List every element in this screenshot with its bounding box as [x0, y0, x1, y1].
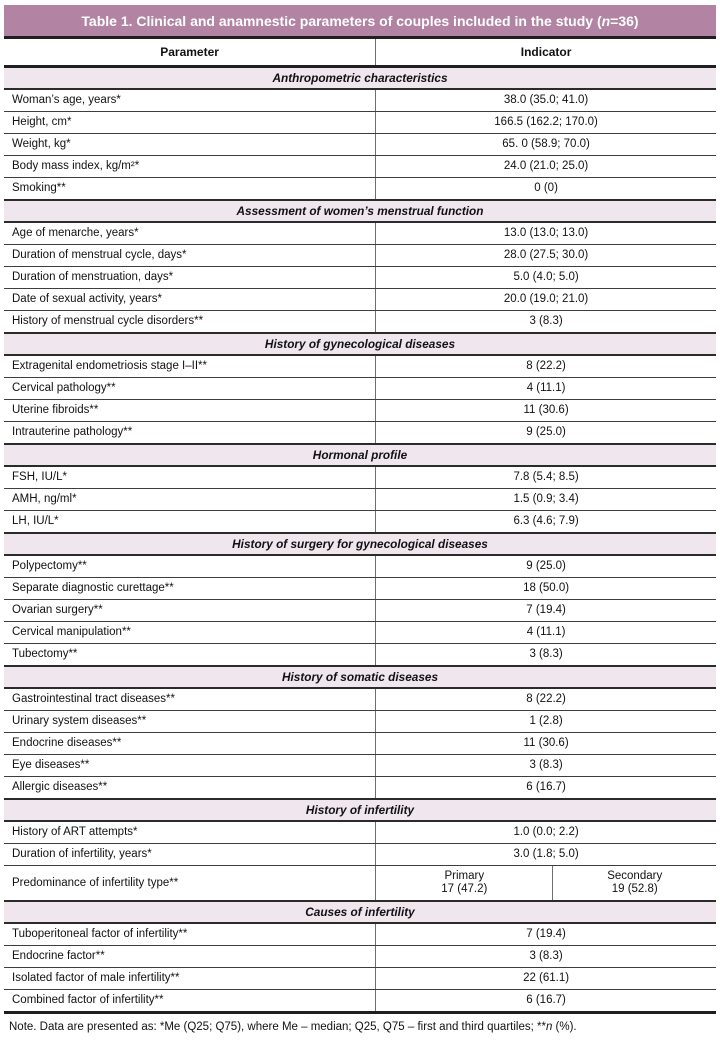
column-header-row: [4, 39, 716, 67]
table-row: [4, 355, 716, 378]
parameters-table: [4, 39, 716, 1011]
indicator-cell: 7.8 (5.4; 8.5): [376, 466, 716, 489]
indicator-cell: 65. 0 (58.9; 70.0): [376, 134, 716, 156]
indicator-cell: 9 (25.0): [376, 555, 716, 578]
parameter-cell: Predominance of infertility type**: [4, 866, 376, 902]
section-header-label: Anthropometric characteristics: [4, 67, 716, 90]
table-title: [4, 5, 716, 39]
indicator-cell: 38.0 (35.0; 41.0): [376, 89, 716, 112]
table-row: [4, 378, 716, 400]
infertility-type-secondary-value: 19 (52.8): [611, 883, 658, 895]
parameter-cell: Smoking**: [4, 178, 376, 201]
table-row: [4, 644, 716, 667]
table-row: [4, 600, 716, 622]
table-row: [4, 688, 716, 711]
table-row: [4, 311, 716, 334]
table-row: [4, 511, 716, 534]
table-title-suffix: =36): [610, 13, 639, 29]
table-row: [4, 400, 716, 422]
infertility-type-primary-label: Primary: [444, 870, 485, 882]
indicator-cell-secondary: [553, 866, 716, 902]
infertility-type-secondary-label: Secondary: [607, 870, 663, 882]
parameter-cell: Urinary system diseases**: [4, 711, 376, 733]
table-row: [4, 821, 716, 844]
parameter-cell: Polypectomy**: [4, 555, 376, 578]
note-italic-n: n: [545, 1021, 553, 1033]
indicator-cell: 3 (8.3): [376, 755, 716, 777]
indicator-cell: 20.0 (19.0; 21.0): [376, 289, 716, 311]
parameter-cell: Extragenital endometriosis stage I–II**: [4, 355, 376, 378]
table-row: [4, 134, 716, 156]
parameter-cell: FSH, IU/L*: [4, 466, 376, 489]
parameter-cell: Tuboperitoneal factor of infertility**: [4, 923, 376, 946]
table-row: [4, 777, 716, 800]
indicator-cell: 7 (19.4): [376, 923, 716, 946]
section-header-row: [4, 333, 716, 355]
parameter-cell: Intrauterine pathology**: [4, 422, 376, 445]
table-note: [4, 1011, 716, 1038]
table-row: [4, 267, 716, 289]
indicator-cell: 3.0 (1.8; 5.0): [376, 844, 716, 866]
section-header-label: Hormonal profile: [4, 444, 716, 466]
indicator-cell: 1.0 (0.0; 2.2): [376, 821, 716, 844]
parameter-cell: Woman’s age, years*: [4, 89, 376, 112]
table-row: [4, 289, 716, 311]
indicator-cell: 3 (8.3): [376, 311, 716, 334]
indicator-cell: 1 (2.8): [376, 711, 716, 733]
table-row-predominance: [4, 866, 716, 902]
parameter-cell: Allergic diseases**: [4, 777, 376, 800]
table-title-italic-n: n: [601, 13, 611, 29]
section-header-row: [4, 200, 716, 222]
indicator-cell: 3 (8.3): [376, 644, 716, 667]
section-header-row: [4, 67, 716, 90]
parameter-cell: Gastrointestinal tract diseases**: [4, 688, 376, 711]
indicator-cell: 18 (50.0): [376, 578, 716, 600]
parameter-cell: Tubectomy**: [4, 644, 376, 667]
table-row: [4, 578, 716, 600]
table-row: [4, 923, 716, 946]
note-suffix: (%).: [552, 1021, 577, 1033]
table-row: [4, 622, 716, 644]
indicator-cell: 24.0 (21.0; 25.0): [376, 156, 716, 178]
parameter-cell: Cervical pathology**: [4, 378, 376, 400]
column-header-parameter: Parameter: [4, 39, 376, 67]
table-row: [4, 968, 716, 990]
column-header-indicator: Indicator: [376, 39, 716, 67]
indicator-cell: 4 (11.1): [376, 622, 716, 644]
parameter-cell: Cervical manipulation**: [4, 622, 376, 644]
table-row: [4, 489, 716, 511]
section-header-label: History of infertility: [4, 799, 716, 821]
indicator-cell: 13.0 (13.0; 13.0): [376, 222, 716, 245]
parameter-cell: Height, cm*: [4, 112, 376, 134]
parameter-cell: Duration of menstruation, days*: [4, 267, 376, 289]
table-row: [4, 422, 716, 445]
indicator-cell: 3 (8.3): [376, 946, 716, 968]
indicator-cell: 6 (16.7): [376, 777, 716, 800]
parameter-cell: Duration of menstrual cycle, days*: [4, 245, 376, 267]
parameter-cell: Separate diagnostic curettage**: [4, 578, 376, 600]
section-header-label: History of surgery for gynecological diseases: [4, 533, 716, 555]
section-header-row: [4, 444, 716, 466]
parameter-cell: Endocrine diseases**: [4, 733, 376, 755]
parameter-cell: Endocrine factor**: [4, 946, 376, 968]
table-row: [4, 245, 716, 267]
indicator-cell: 5.0 (4.0; 5.0): [376, 267, 716, 289]
parameter-cell: History of ART attempts*: [4, 821, 376, 844]
indicator-cell: 6 (16.7): [376, 990, 716, 1012]
parameter-cell: Weight, kg*: [4, 134, 376, 156]
parameter-cell: Isolated factor of male infertility**: [4, 968, 376, 990]
parameter-cell: Duration of infertility, years*: [4, 844, 376, 866]
table-row: [4, 990, 716, 1012]
indicator-cell: 8 (22.2): [376, 688, 716, 711]
parameter-cell: Age of menarche, years*: [4, 222, 376, 245]
parameter-cell: Combined factor of infertility**: [4, 990, 376, 1012]
indicator-cell: 7 (19.4): [376, 600, 716, 622]
indicator-cell: 6.3 (4.6; 7.9): [376, 511, 716, 534]
table-row: [4, 555, 716, 578]
indicator-cell: 4 (11.1): [376, 378, 716, 400]
parameter-cell: LH, IU/L*: [4, 511, 376, 534]
table-row: [4, 711, 716, 733]
indicator-cell-primary: [376, 866, 553, 902]
table-row: [4, 156, 716, 178]
table-row: [4, 733, 716, 755]
table-row: [4, 222, 716, 245]
section-header-label: Assessment of women’s menstrual function: [4, 200, 716, 222]
table-row: [4, 844, 716, 866]
indicator-cell: 0 (0): [376, 178, 716, 201]
section-header-row: [4, 533, 716, 555]
parameter-cell: Uterine fibroids**: [4, 400, 376, 422]
section-header-row: [4, 666, 716, 688]
table-row: [4, 112, 716, 134]
table-row: [4, 89, 716, 112]
indicator-cell: 11 (30.6): [376, 400, 716, 422]
table-row: [4, 755, 716, 777]
indicator-cell: 166.5 (162.2; 170.0): [376, 112, 716, 134]
indicator-cell: 11 (30.6): [376, 733, 716, 755]
section-header-label: History of somatic diseases: [4, 666, 716, 688]
indicator-cell: 28.0 (27.5; 30.0): [376, 245, 716, 267]
parameter-cell: Ovarian surgery**: [4, 600, 376, 622]
parameter-cell: Date of sexual activity, years*: [4, 289, 376, 311]
indicator-cell: 8 (22.2): [376, 355, 716, 378]
parameter-cell: Eye diseases**: [4, 755, 376, 777]
note-text: Note. Data are presented as: *Me (Q25; Q75), where Me – median; Q25, Q75 – first and third quartiles; **: [9, 1021, 546, 1033]
section-header-label: Causes of infertility: [4, 901, 716, 923]
parameter-cell: History of menstrual cycle disorders**: [4, 311, 376, 334]
section-header-row: [4, 799, 716, 821]
section-header-row: [4, 901, 716, 923]
section-header-label: History of gynecological diseases: [4, 333, 716, 355]
table-row: [4, 466, 716, 489]
indicator-cell: 1.5 (0.9; 3.4): [376, 489, 716, 511]
infertility-type-primary-value: 17 (47.2): [441, 883, 488, 895]
table-title-text: Table 1. Clinical and anamnestic parameters of couples included in the study (: [81, 13, 602, 29]
table-row: [4, 946, 716, 968]
table-row: [4, 178, 716, 201]
parameter-cell: Body mass index, kg/m²*: [4, 156, 376, 178]
parameter-cell: AMH, ng/ml*: [4, 489, 376, 511]
indicator-cell: 9 (25.0): [376, 422, 716, 445]
indicator-cell: 22 (61.1): [376, 968, 716, 990]
